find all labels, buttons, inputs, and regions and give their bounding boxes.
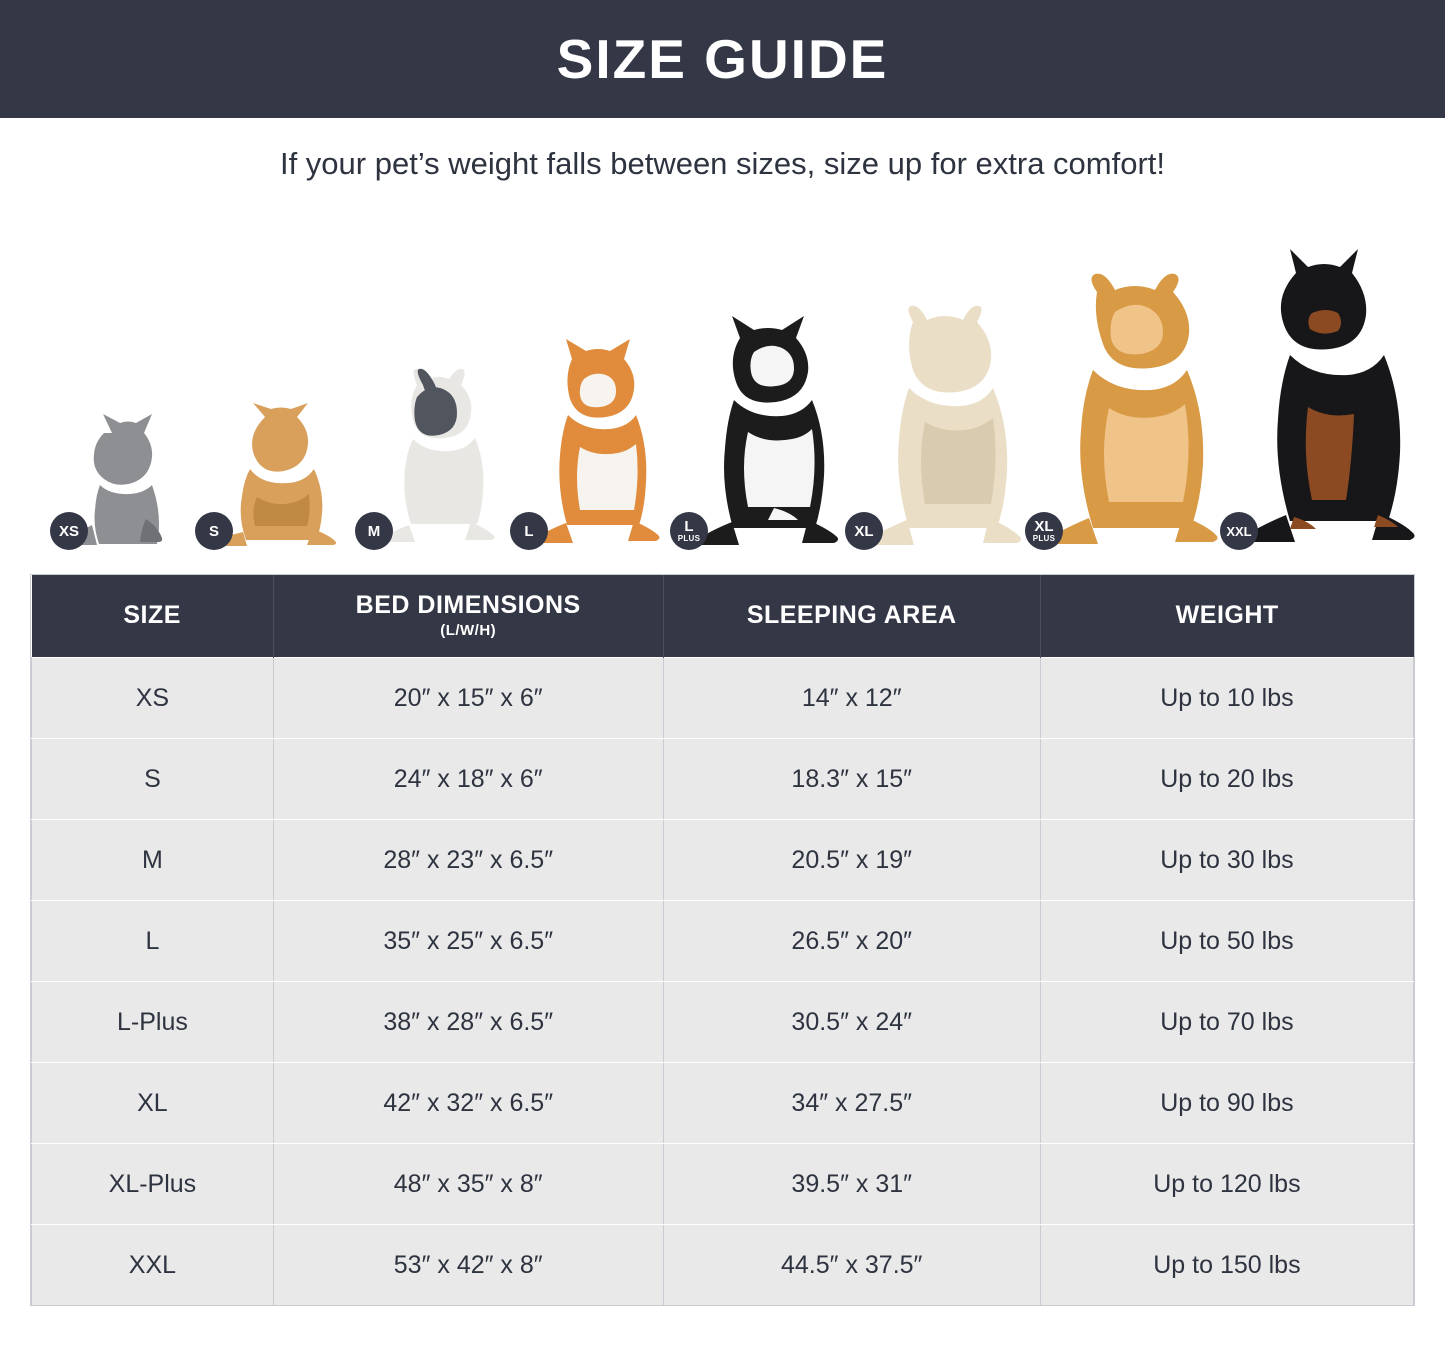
cell-dimensions: 42″ x 32″ x 6.5″: [273, 1063, 663, 1144]
cell-sleeping-area: 20.5″ x 19″: [663, 820, 1040, 901]
size-badge-xl: XL: [845, 512, 883, 550]
pet-column-xxl: [1220, 222, 1415, 552]
pet-silhouette-french-bulldog: [355, 367, 505, 552]
cell-dimensions: 20″ x 15″ x 6″: [273, 658, 663, 739]
size-badge-s: S: [195, 512, 233, 550]
pet-column-l-plus: [670, 222, 845, 552]
column-header-bed-dimensions-sub: (L/W/H): [440, 622, 497, 639]
cell-dimensions: 35″ x 25″ x 6.5″: [273, 901, 663, 982]
column-header-size-label: SIZE: [123, 600, 181, 629]
cell-size: M: [32, 820, 274, 901]
size-badge-l: L: [510, 512, 548, 550]
column-header-weight-label: WEIGHT: [1175, 600, 1279, 629]
cell-sleeping-area: 14″ x 12″: [663, 658, 1040, 739]
page-header: [0, 0, 1445, 118]
cell-weight: Up to 70 lbs: [1040, 982, 1413, 1063]
cell-weight: Up to 150 lbs: [1040, 1225, 1413, 1306]
cell-weight: Up to 10 lbs: [1040, 658, 1413, 739]
cell-dimensions: 38″ x 28″ x 6.5″: [273, 982, 663, 1063]
column-header-size: [32, 575, 274, 658]
table-row: [32, 820, 1414, 901]
column-header-sleeping-area: [663, 575, 1040, 658]
page-title: SIZE GUIDE: [556, 27, 889, 90]
cell-weight: Up to 30 lbs: [1040, 820, 1413, 901]
cell-size: XL: [32, 1063, 274, 1144]
pet-silhouette-golden-retriever: [1025, 262, 1220, 552]
table-header-row: [32, 575, 1414, 658]
pet-column-l: [510, 222, 670, 552]
size-badge-l-plus: L PLUS: [670, 512, 708, 550]
table-row: [32, 1063, 1414, 1144]
cell-sleeping-area: 18.3″ x 15″: [663, 739, 1040, 820]
column-header-sleeping-area-label: SLEEPING AREA: [746, 600, 957, 629]
table-body: [32, 658, 1414, 1306]
cell-size: L-Plus: [32, 982, 274, 1063]
column-header-bed-dimensions: [273, 575, 663, 658]
cell-sleeping-area: 44.5″ x 37.5″: [663, 1225, 1040, 1306]
cell-size: XL-Plus: [32, 1144, 274, 1225]
cell-size: XXL: [32, 1225, 274, 1306]
pet-silhouette-pomeranian: [195, 397, 345, 552]
size-chart-table: [31, 575, 1414, 1305]
cell-dimensions: 28″ x 23″ x 6.5″: [273, 820, 663, 901]
cell-sleeping-area: 34″ x 27.5″: [663, 1063, 1040, 1144]
cell-dimensions: 48″ x 35″ x 8″: [273, 1144, 663, 1225]
cell-weight: Up to 20 lbs: [1040, 739, 1413, 820]
size-chart-table-container: [30, 574, 1415, 1306]
table-row: [32, 1144, 1414, 1225]
pet-silhouette-border-collie: [670, 312, 845, 552]
cell-dimensions: 24″ x 18″ x 6″: [273, 739, 663, 820]
subtitle-container: [0, 118, 1445, 210]
cell-size: XS: [32, 658, 274, 739]
cell-size: L: [32, 901, 274, 982]
table-row: [32, 658, 1414, 739]
cell-sleeping-area: 30.5″ x 24″: [663, 982, 1040, 1063]
cell-weight: Up to 120 lbs: [1040, 1144, 1413, 1225]
table-row: [32, 1225, 1414, 1306]
cell-sleeping-area: 26.5″ x 20″: [663, 901, 1040, 982]
pet-column-s: [190, 222, 350, 552]
cell-sleeping-area: 39.5″ x 31″: [663, 1144, 1040, 1225]
pet-column-xl: [845, 222, 1025, 552]
column-header-weight: [1040, 575, 1413, 658]
column-header-bed-dimensions-label: BED DIMENSIONS: [355, 591, 581, 619]
pet-size-illustrations: [30, 222, 1415, 552]
subtitle-text: If your pet’s weight falls between sizes, size up for extra comfort!: [279, 146, 1166, 181]
size-badge-xxl: XXL: [1220, 512, 1258, 550]
table-row: [32, 901, 1414, 982]
pet-column-m: [350, 222, 510, 552]
table-row: [32, 739, 1414, 820]
pet-silhouette-doberman: [1220, 247, 1415, 552]
pet-column-xs: [30, 222, 190, 552]
table-row: [32, 982, 1414, 1063]
cell-size: S: [32, 739, 274, 820]
cell-weight: Up to 50 lbs: [1040, 901, 1413, 982]
size-badge-xl-plus: XL PLUS: [1025, 512, 1063, 550]
pet-silhouette-labrador: [845, 292, 1025, 552]
pet-column-xl-plus: [1025, 222, 1220, 552]
cell-dimensions: 53″ x 42″ x 8″: [273, 1225, 663, 1306]
size-badge-m: M: [355, 512, 393, 550]
size-badge-xs: XS: [50, 512, 88, 550]
table-header: [32, 575, 1414, 658]
pet-silhouette-cat: [50, 397, 170, 552]
pet-silhouette-shiba-inu: [510, 337, 670, 552]
cell-weight: Up to 90 lbs: [1040, 1063, 1413, 1144]
